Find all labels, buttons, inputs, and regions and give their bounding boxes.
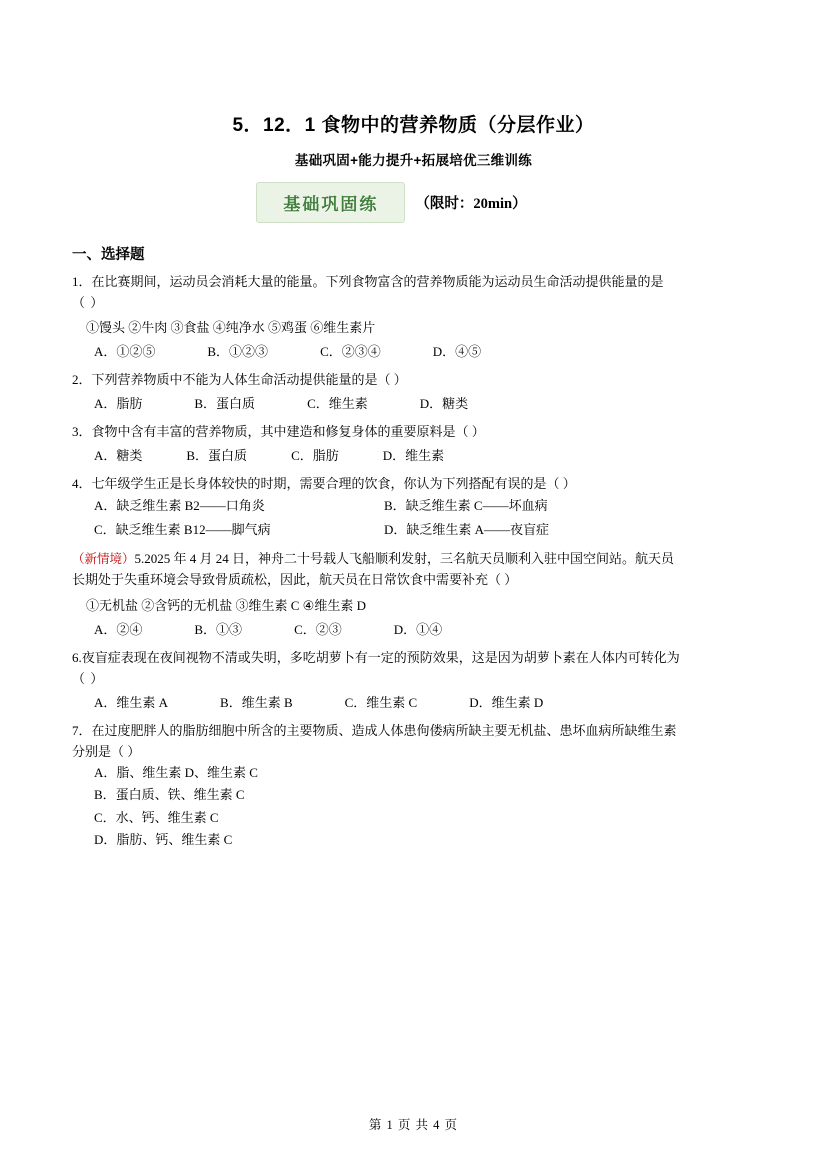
option-a[interactable]: A．脂肪 <box>94 396 143 412</box>
question-4-options-row-1 <box>72 494 755 517</box>
question-3-stem: 3．食物中含有丰富的营养物质，其中建造和修复身体的重要原料是（ ） <box>72 424 485 440</box>
option-a[interactable]: A．缺乏维生素 B2——口角炎 <box>94 498 265 514</box>
status-badge: 基础巩固练 <box>256 182 405 223</box>
subtitle-left: 基础巩固+能力提升+拓展培优 <box>294 153 477 168</box>
question-1-stem: 1．在比赛期间，运动员会消耗大量的能量。下列食物富含的营养物质能为运动员生命活动提供能量的是 <box>72 274 664 289</box>
option-b[interactable]: B．①②③ <box>207 344 269 360</box>
option-c[interactable]: C．水、钙、维生素 C <box>94 809 219 825</box>
option-c[interactable]: C．②③ <box>294 621 342 637</box>
question-3-options <box>72 445 755 466</box>
question-5 <box>72 548 755 590</box>
option-a[interactable]: A．糖类 <box>94 448 143 464</box>
option-b[interactable]: B．蛋白质、铁、维生素 C <box>94 787 245 803</box>
new-context-tag: （新情境） <box>72 552 135 567</box>
question-5-stem: 5.2025 年 4 月 24 日，神舟二十号载人飞船顺利发射，三名航天员顺利入驻中国空间站。航天员 <box>134 551 675 567</box>
option-b[interactable]: B．蛋白质 <box>194 396 256 412</box>
option-c[interactable]: C．维生素 <box>307 396 368 412</box>
option-d[interactable]: D．维生素 <box>382 448 445 464</box>
question-1-items: ①馒头 ②牛肉 ③食盐 ④纯净水 ⑤鸡蛋 ⑥维生素片 <box>86 320 376 336</box>
question-3 <box>72 421 755 442</box>
time-limit-label: （限时：20min） <box>415 196 527 212</box>
option-c[interactable]: C．维生素 C <box>344 694 418 710</box>
question-1 <box>72 271 755 313</box>
question-6-stem-cont: （ ） <box>72 670 105 686</box>
subtitle-row <box>72 149 755 170</box>
question-4 <box>72 473 755 494</box>
option-b[interactable]: B．①③ <box>194 621 243 637</box>
section-heading: 一、选择题 <box>72 247 145 263</box>
question-7 <box>72 720 755 762</box>
subtitle-right: 三维训练 <box>476 153 533 168</box>
question-2 <box>72 369 755 390</box>
question-4-stem: 4．七年级学生正是长身体较快的时期，需要合理的饮食，你认为下列搭配有误的是（ ） <box>72 476 576 492</box>
option-a[interactable]: A．②④ <box>94 621 143 637</box>
option-a[interactable]: A．维生素 A <box>94 694 169 710</box>
question-1-options <box>72 341 755 362</box>
option-d[interactable]: D．缺乏维生素 A——夜盲症 <box>384 521 550 537</box>
option-c[interactable]: C．②③④ <box>320 344 381 360</box>
option-d[interactable]: D．①④ <box>393 621 443 637</box>
question-6-options <box>72 692 755 713</box>
question-5-stem-cont: 长期处于失重环境会导致骨质疏松，因此，航天员在日常饮食中需要补充（ ） <box>72 572 518 588</box>
option-c[interactable]: C．脂肪 <box>291 448 339 464</box>
question-7-stem: 7．在过度肥胖人的脂肪细胞中所含的主要物质、造成人体患佝偻病所缺主要无机盐、患坏血病所缺维生素 <box>72 722 677 738</box>
option-d[interactable]: D．④⑤ <box>432 344 482 360</box>
page-footer: 第 1 页 共 4 页 <box>368 1118 459 1132</box>
option-a[interactable]: A．①②⑤ <box>94 344 156 360</box>
question-2-options <box>72 393 755 414</box>
question-7-stem-cont: 分别是（ ） <box>72 743 141 759</box>
option-d[interactable]: D．脂肪、钙、维生素 C <box>94 831 233 847</box>
question-2-stem: 2．下列营养物质中不能为人体生命活动提供能量的是（ ） <box>72 372 407 388</box>
option-b[interactable]: B．蛋白质 <box>186 448 248 464</box>
question-6-stem: 6.夜盲症表现在夜间视物不清或失明，多吃胡萝卜有一定的预防效果，这是因为胡萝卜素在人体内可转化为 <box>72 649 680 665</box>
option-a[interactable]: A．脂、维生素 D、维生素 C <box>94 764 258 780</box>
option-b[interactable]: B．缺乏维生素 C——坏血病 <box>384 498 548 514</box>
page-title: 5．12．1 食物中的营养物质（分层作业） <box>232 115 595 136</box>
badge-row <box>72 182 755 223</box>
option-b[interactable]: B．维生素 B <box>220 694 293 710</box>
option-d[interactable]: D．维生素 D <box>469 694 544 710</box>
question-5-options <box>72 619 755 640</box>
option-d[interactable]: D．糖类 <box>419 396 469 412</box>
question-1-stem-cont: （ ） <box>72 295 105 311</box>
question-6 <box>72 647 755 689</box>
question-4-options-row-2 <box>72 518 755 541</box>
option-c[interactable]: C．缺乏维生素 B12——脚气病 <box>94 521 271 537</box>
question-5-items: ①无机盐 ②含钙的无机盐 ③维生素 C ④维生素 D <box>86 597 366 613</box>
